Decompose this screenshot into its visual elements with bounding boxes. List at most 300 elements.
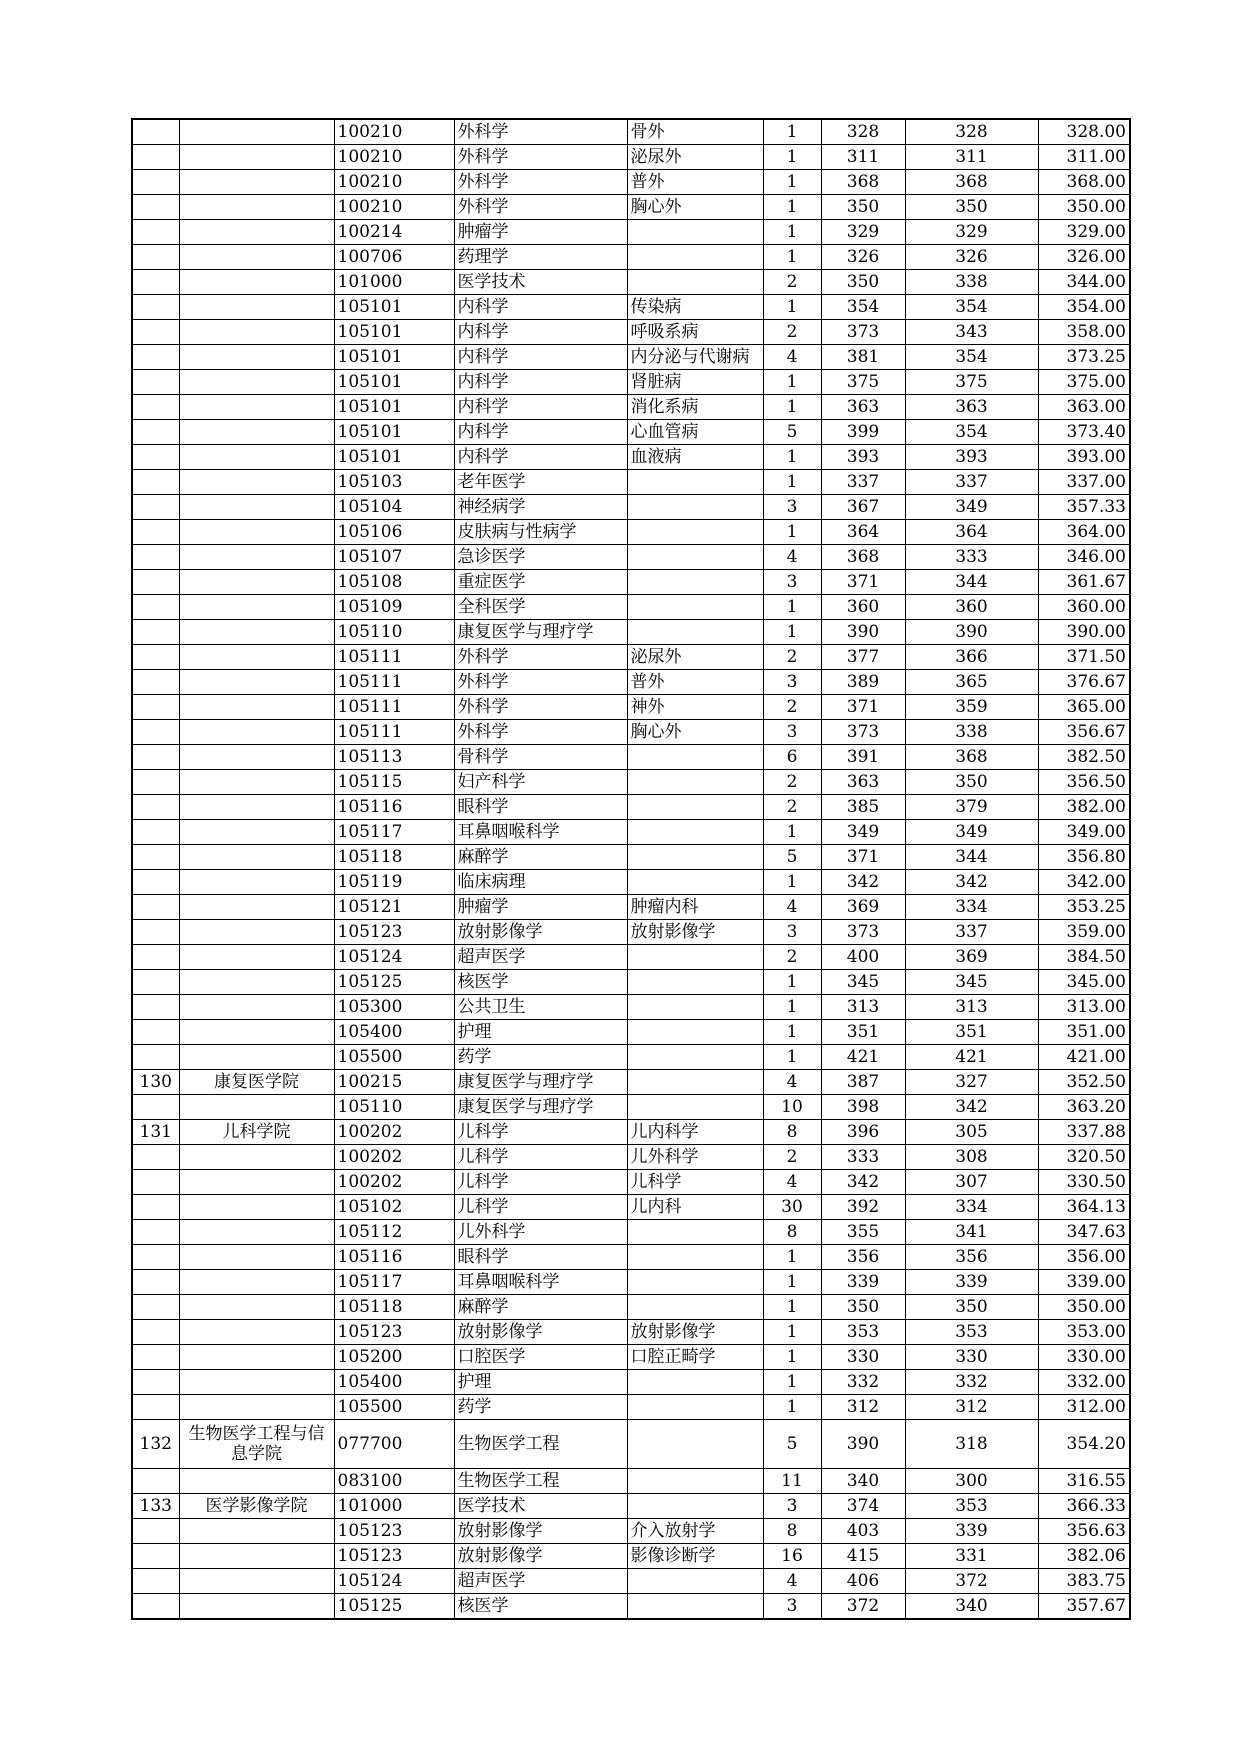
table-row xyxy=(132,995,1130,1020)
max-score-cell: 333 xyxy=(821,1145,905,1170)
admitted-count-cell: 1 xyxy=(763,1370,821,1395)
major-name-cell: 药学 xyxy=(454,1395,627,1420)
admitted-count-cell: 2 xyxy=(763,695,821,720)
research-direction-cell: 内分泌与代谢病 xyxy=(627,345,763,370)
score-table xyxy=(131,118,1131,1620)
major-name-cell: 神经病学 xyxy=(454,495,627,520)
major-code-cell: 100202 xyxy=(334,1120,454,1145)
college-cell xyxy=(179,220,334,245)
major-name-cell: 放射影像学 xyxy=(454,1544,627,1569)
research-direction-cell xyxy=(627,1270,763,1295)
max-score-cell: 373 xyxy=(821,720,905,745)
average-score-cell: 358.00 xyxy=(1038,320,1130,345)
min-score-cell: 356 xyxy=(905,1245,1038,1270)
table-row xyxy=(132,795,1130,820)
average-score-cell: 344.00 xyxy=(1038,270,1130,295)
average-score-cell: 313.00 xyxy=(1038,995,1130,1020)
research-direction-cell xyxy=(627,1370,763,1395)
max-score-cell: 337 xyxy=(821,470,905,495)
major-code-cell: 105117 xyxy=(334,1270,454,1295)
major-code-cell: 105125 xyxy=(334,970,454,995)
min-score-cell: 334 xyxy=(905,895,1038,920)
major-code-cell: 105111 xyxy=(334,720,454,745)
research-direction-cell xyxy=(627,770,763,795)
row-index-cell xyxy=(132,245,179,270)
admitted-count-cell: 3 xyxy=(763,495,821,520)
college-cell xyxy=(179,770,334,795)
row-index-cell xyxy=(132,595,179,620)
row-index-cell xyxy=(132,645,179,670)
table-row xyxy=(132,1095,1130,1120)
research-direction-cell: 呼吸系病 xyxy=(627,320,763,345)
table-row xyxy=(132,1245,1130,1270)
major-code-cell: 105101 xyxy=(334,370,454,395)
row-index-cell xyxy=(132,1295,179,1320)
min-score-cell: 350 xyxy=(905,195,1038,220)
major-code-cell: 105500 xyxy=(334,1395,454,1420)
admitted-count-cell: 1 xyxy=(763,620,821,645)
average-score-cell: 339.00 xyxy=(1038,1270,1130,1295)
major-code-cell: 105400 xyxy=(334,1370,454,1395)
table-row xyxy=(132,1195,1130,1220)
min-score-cell: 354 xyxy=(905,345,1038,370)
major-name-cell: 放射影像学 xyxy=(454,920,627,945)
min-score-cell: 338 xyxy=(905,270,1038,295)
major-code-cell: 100706 xyxy=(334,245,454,270)
major-code-cell: 105101 xyxy=(334,420,454,445)
college-cell xyxy=(179,670,334,695)
research-direction-cell xyxy=(627,270,763,295)
college-cell xyxy=(179,1469,334,1494)
min-score-cell: 341 xyxy=(905,1220,1038,1245)
table-row xyxy=(132,1070,1130,1095)
table-row xyxy=(132,1569,1130,1594)
max-score-cell: 406 xyxy=(821,1569,905,1594)
major-name-cell: 儿科学 xyxy=(454,1195,627,1220)
research-direction-cell: 普外 xyxy=(627,170,763,195)
admitted-count-cell: 1 xyxy=(763,970,821,995)
min-score-cell: 329 xyxy=(905,220,1038,245)
row-index-cell xyxy=(132,270,179,295)
research-direction-cell xyxy=(627,845,763,870)
college-cell xyxy=(179,145,334,170)
college-cell xyxy=(179,695,334,720)
table-row xyxy=(132,195,1130,220)
research-direction-cell: 肾脏病 xyxy=(627,370,763,395)
min-score-cell: 393 xyxy=(905,445,1038,470)
min-score-cell: 349 xyxy=(905,820,1038,845)
min-score-cell: 372 xyxy=(905,1569,1038,1594)
college-cell xyxy=(179,1270,334,1295)
table-row xyxy=(132,1494,1130,1519)
admitted-count-cell: 1 xyxy=(763,395,821,420)
research-direction-cell xyxy=(627,795,763,820)
college-cell xyxy=(179,1544,334,1569)
college-cell xyxy=(179,745,334,770)
row-index-cell xyxy=(132,1020,179,1045)
major-name-cell: 超声医学 xyxy=(454,1569,627,1594)
min-score-cell: 368 xyxy=(905,745,1038,770)
admitted-count-cell: 1 xyxy=(763,1320,821,1345)
average-score-cell: 356.63 xyxy=(1038,1519,1130,1544)
max-score-cell: 326 xyxy=(821,245,905,270)
college-cell xyxy=(179,820,334,845)
major-name-cell: 重症医学 xyxy=(454,570,627,595)
research-direction-cell xyxy=(627,1295,763,1320)
college-cell xyxy=(179,1569,334,1594)
major-code-cell: 105118 xyxy=(334,1295,454,1320)
table-row xyxy=(132,520,1130,545)
major-name-cell: 生物医学工程 xyxy=(454,1420,627,1469)
admitted-count-cell: 3 xyxy=(763,1594,821,1620)
row-index-cell xyxy=(132,945,179,970)
major-code-cell: 101000 xyxy=(334,270,454,295)
major-name-cell: 麻醉学 xyxy=(454,845,627,870)
college-cell xyxy=(179,920,334,945)
max-score-cell: 387 xyxy=(821,1070,905,1095)
max-score-cell: 390 xyxy=(821,620,905,645)
major-name-cell: 内科学 xyxy=(454,420,627,445)
average-score-cell: 359.00 xyxy=(1038,920,1130,945)
average-score-cell: 393.00 xyxy=(1038,445,1130,470)
table-row xyxy=(132,370,1130,395)
admitted-count-cell: 8 xyxy=(763,1220,821,1245)
min-score-cell: 353 xyxy=(905,1320,1038,1345)
college-cell xyxy=(179,245,334,270)
average-score-cell: 356.67 xyxy=(1038,720,1130,745)
row-index-cell xyxy=(132,145,179,170)
max-score-cell: 400 xyxy=(821,945,905,970)
row-index-cell xyxy=(132,920,179,945)
college-cell xyxy=(179,445,334,470)
average-score-cell: 375.00 xyxy=(1038,370,1130,395)
major-name-cell: 肿瘤学 xyxy=(454,220,627,245)
college-cell xyxy=(179,170,334,195)
max-score-cell: 368 xyxy=(821,170,905,195)
table-row xyxy=(132,1220,1130,1245)
research-direction-cell xyxy=(627,1420,763,1469)
row-index-cell xyxy=(132,1095,179,1120)
major-code-cell: 105400 xyxy=(334,1020,454,1045)
admitted-count-cell: 1 xyxy=(763,245,821,270)
college-cell xyxy=(179,495,334,520)
college-cell xyxy=(179,1095,334,1120)
college-cell xyxy=(179,1020,334,1045)
min-score-cell: 366 xyxy=(905,645,1038,670)
research-direction-cell: 心血管病 xyxy=(627,420,763,445)
row-index-cell xyxy=(132,1345,179,1370)
table-row xyxy=(132,920,1130,945)
major-code-cell: 105107 xyxy=(334,545,454,570)
college-cell xyxy=(179,595,334,620)
research-direction-cell: 放射影像学 xyxy=(627,920,763,945)
row-index-cell xyxy=(132,195,179,220)
min-score-cell: 312 xyxy=(905,1395,1038,1420)
major-name-cell: 公共卫生 xyxy=(454,995,627,1020)
min-score-cell: 334 xyxy=(905,1195,1038,1220)
major-code-cell: 101000 xyxy=(334,1494,454,1519)
research-direction-cell: 骨外 xyxy=(627,119,763,145)
average-score-cell: 353.25 xyxy=(1038,895,1130,920)
table-row xyxy=(132,470,1130,495)
major-name-cell: 放射影像学 xyxy=(454,1320,627,1345)
table-row xyxy=(132,770,1130,795)
min-score-cell: 354 xyxy=(905,295,1038,320)
average-score-cell: 373.25 xyxy=(1038,345,1130,370)
average-score-cell: 329.00 xyxy=(1038,220,1130,245)
row-index-cell xyxy=(132,1170,179,1195)
major-name-cell: 外科学 xyxy=(454,720,627,745)
min-score-cell: 363 xyxy=(905,395,1038,420)
average-score-cell: 366.33 xyxy=(1038,1494,1130,1519)
research-direction-cell: 血液病 xyxy=(627,445,763,470)
research-direction-cell: 口腔正畸学 xyxy=(627,1345,763,1370)
admitted-count-cell: 1 xyxy=(763,1395,821,1420)
max-score-cell: 373 xyxy=(821,920,905,945)
major-name-cell: 药学 xyxy=(454,1045,627,1070)
row-index-cell xyxy=(132,820,179,845)
table-row xyxy=(132,395,1130,420)
average-score-cell: 384.50 xyxy=(1038,945,1130,970)
max-score-cell: 373 xyxy=(821,320,905,345)
major-code-cell: 105300 xyxy=(334,995,454,1020)
admitted-count-cell: 1 xyxy=(763,820,821,845)
major-code-cell: 105200 xyxy=(334,1345,454,1370)
table-row xyxy=(132,745,1130,770)
average-score-cell: 390.00 xyxy=(1038,620,1130,645)
table-row xyxy=(132,1295,1130,1320)
average-score-cell: 371.50 xyxy=(1038,645,1130,670)
min-score-cell: 337 xyxy=(905,920,1038,945)
row-index-cell xyxy=(132,395,179,420)
major-name-cell: 急诊医学 xyxy=(454,545,627,570)
college-cell xyxy=(179,845,334,870)
college-cell xyxy=(179,1295,334,1320)
max-score-cell: 375 xyxy=(821,370,905,395)
major-name-cell: 放射影像学 xyxy=(454,1519,627,1544)
major-code-cell: 105110 xyxy=(334,620,454,645)
research-direction-cell xyxy=(627,220,763,245)
college-cell xyxy=(179,1519,334,1544)
max-score-cell: 350 xyxy=(821,270,905,295)
min-score-cell: 318 xyxy=(905,1420,1038,1469)
table-row xyxy=(132,495,1130,520)
average-score-cell: 337.88 xyxy=(1038,1120,1130,1145)
row-index-cell xyxy=(132,119,179,145)
major-name-cell: 康复医学与理疗学 xyxy=(454,1095,627,1120)
major-code-cell: 100210 xyxy=(334,145,454,170)
admitted-count-cell: 3 xyxy=(763,1494,821,1519)
major-code-cell: 105123 xyxy=(334,920,454,945)
row-index-cell xyxy=(132,695,179,720)
major-name-cell: 外科学 xyxy=(454,195,627,220)
college-cell xyxy=(179,1320,334,1345)
row-index-cell: 130 xyxy=(132,1070,179,1095)
row-index-cell: 132 xyxy=(132,1420,179,1469)
max-score-cell: 398 xyxy=(821,1095,905,1120)
table-row xyxy=(132,1320,1130,1345)
min-score-cell: 343 xyxy=(905,320,1038,345)
average-score-cell: 354.20 xyxy=(1038,1420,1130,1469)
row-index-cell xyxy=(132,870,179,895)
row-index-cell xyxy=(132,1519,179,1544)
research-direction-cell xyxy=(627,1220,763,1245)
max-score-cell: 372 xyxy=(821,1594,905,1620)
admitted-count-cell: 3 xyxy=(763,670,821,695)
admitted-count-cell: 4 xyxy=(763,895,821,920)
research-direction-cell xyxy=(627,470,763,495)
min-score-cell: 368 xyxy=(905,170,1038,195)
major-name-cell: 儿科学 xyxy=(454,1120,627,1145)
row-index-cell: 131 xyxy=(132,1120,179,1145)
average-score-cell: 360.00 xyxy=(1038,595,1130,620)
table-row xyxy=(132,1544,1130,1569)
max-score-cell: 377 xyxy=(821,645,905,670)
average-score-cell: 365.00 xyxy=(1038,695,1130,720)
row-index-cell xyxy=(132,1594,179,1620)
min-score-cell: 339 xyxy=(905,1270,1038,1295)
major-code-cell: 100210 xyxy=(334,195,454,220)
major-code-cell: 105117 xyxy=(334,820,454,845)
major-code-cell: 105113 xyxy=(334,745,454,770)
max-score-cell: 354 xyxy=(821,295,905,320)
college-cell xyxy=(179,345,334,370)
min-score-cell: 350 xyxy=(905,770,1038,795)
major-code-cell: 105123 xyxy=(334,1320,454,1345)
admitted-count-cell: 1 xyxy=(763,119,821,145)
row-index-cell xyxy=(132,995,179,1020)
major-code-cell: 105118 xyxy=(334,845,454,870)
max-score-cell: 389 xyxy=(821,670,905,695)
row-index-cell xyxy=(132,220,179,245)
average-score-cell: 312.00 xyxy=(1038,1395,1130,1420)
min-score-cell: 328 xyxy=(905,119,1038,145)
average-score-cell: 354.00 xyxy=(1038,295,1130,320)
admitted-count-cell: 8 xyxy=(763,1519,821,1544)
max-score-cell: 313 xyxy=(821,995,905,1020)
max-score-cell: 345 xyxy=(821,970,905,995)
row-index-cell xyxy=(132,620,179,645)
major-name-cell: 康复医学与理疗学 xyxy=(454,1070,627,1095)
min-score-cell: 359 xyxy=(905,695,1038,720)
major-code-cell: 105101 xyxy=(334,445,454,470)
average-score-cell: 349.00 xyxy=(1038,820,1130,845)
table-row xyxy=(132,1395,1130,1420)
major-code-cell: 105101 xyxy=(334,295,454,320)
row-index-cell xyxy=(132,1469,179,1494)
average-score-cell: 326.00 xyxy=(1038,245,1130,270)
research-direction-cell xyxy=(627,1095,763,1120)
row-index-cell xyxy=(132,520,179,545)
max-score-cell: 363 xyxy=(821,770,905,795)
research-direction-cell xyxy=(627,995,763,1020)
major-code-cell: 105110 xyxy=(334,1095,454,1120)
min-score-cell: 344 xyxy=(905,570,1038,595)
major-code-cell: 105123 xyxy=(334,1544,454,1569)
major-code-cell: 105121 xyxy=(334,895,454,920)
row-index-cell xyxy=(132,1145,179,1170)
average-score-cell: 357.33 xyxy=(1038,495,1130,520)
row-index-cell xyxy=(132,470,179,495)
major-name-cell: 外科学 xyxy=(454,119,627,145)
college-cell xyxy=(179,1245,334,1270)
college-cell: 生物医学工程与信息学院 xyxy=(179,1420,334,1469)
table-row xyxy=(132,1020,1130,1045)
admitted-count-cell: 3 xyxy=(763,720,821,745)
max-score-cell: 364 xyxy=(821,520,905,545)
row-index-cell xyxy=(132,170,179,195)
max-score-cell: 371 xyxy=(821,695,905,720)
college-cell xyxy=(179,1145,334,1170)
admitted-count-cell: 5 xyxy=(763,420,821,445)
research-direction-cell: 泌尿外 xyxy=(627,145,763,170)
table-row xyxy=(132,820,1130,845)
major-name-cell: 眼科学 xyxy=(454,1245,627,1270)
min-score-cell: 345 xyxy=(905,970,1038,995)
average-score-cell: 364.00 xyxy=(1038,520,1130,545)
max-score-cell: 385 xyxy=(821,795,905,820)
table-row xyxy=(132,1420,1130,1469)
major-code-cell: 105108 xyxy=(334,570,454,595)
college-cell xyxy=(179,970,334,995)
major-code-cell: 105123 xyxy=(334,1519,454,1544)
college-cell xyxy=(179,620,334,645)
research-direction-cell xyxy=(627,570,763,595)
average-score-cell: 332.00 xyxy=(1038,1370,1130,1395)
min-score-cell: 349 xyxy=(905,495,1038,520)
average-score-cell: 311.00 xyxy=(1038,145,1130,170)
major-name-cell: 耳鼻咽喉科学 xyxy=(454,820,627,845)
admitted-count-cell: 2 xyxy=(763,795,821,820)
admitted-count-cell: 1 xyxy=(763,470,821,495)
college-cell xyxy=(179,1345,334,1370)
table-row xyxy=(132,1120,1130,1145)
admitted-count-cell: 1 xyxy=(763,1245,821,1270)
major-code-cell: 105103 xyxy=(334,470,454,495)
major-code-cell: 100202 xyxy=(334,1145,454,1170)
major-name-cell: 皮肤病与性病学 xyxy=(454,520,627,545)
table-row xyxy=(132,345,1130,370)
college-cell xyxy=(179,1195,334,1220)
research-direction-cell xyxy=(627,945,763,970)
max-score-cell: 391 xyxy=(821,745,905,770)
table-row xyxy=(132,695,1130,720)
major-name-cell: 口腔医学 xyxy=(454,1345,627,1370)
research-direction-cell xyxy=(627,970,763,995)
row-index-cell xyxy=(132,1569,179,1594)
average-score-cell: 368.00 xyxy=(1038,170,1130,195)
research-direction-cell xyxy=(627,870,763,895)
admitted-count-cell: 2 xyxy=(763,945,821,970)
major-code-cell: 105106 xyxy=(334,520,454,545)
admitted-count-cell: 2 xyxy=(763,770,821,795)
admitted-count-cell: 30 xyxy=(763,1195,821,1220)
research-direction-cell: 儿内科学 xyxy=(627,1120,763,1145)
row-index-cell xyxy=(132,970,179,995)
row-index-cell xyxy=(132,495,179,520)
min-score-cell: 354 xyxy=(905,420,1038,445)
major-name-cell: 超声医学 xyxy=(454,945,627,970)
research-direction-cell xyxy=(627,1245,763,1270)
average-score-cell: 320.50 xyxy=(1038,1145,1130,1170)
admitted-count-cell: 1 xyxy=(763,295,821,320)
min-score-cell: 330 xyxy=(905,1345,1038,1370)
admitted-count-cell: 4 xyxy=(763,1569,821,1594)
max-score-cell: 351 xyxy=(821,1020,905,1045)
college-cell xyxy=(179,420,334,445)
major-code-cell: 105115 xyxy=(334,770,454,795)
max-score-cell: 421 xyxy=(821,1045,905,1070)
